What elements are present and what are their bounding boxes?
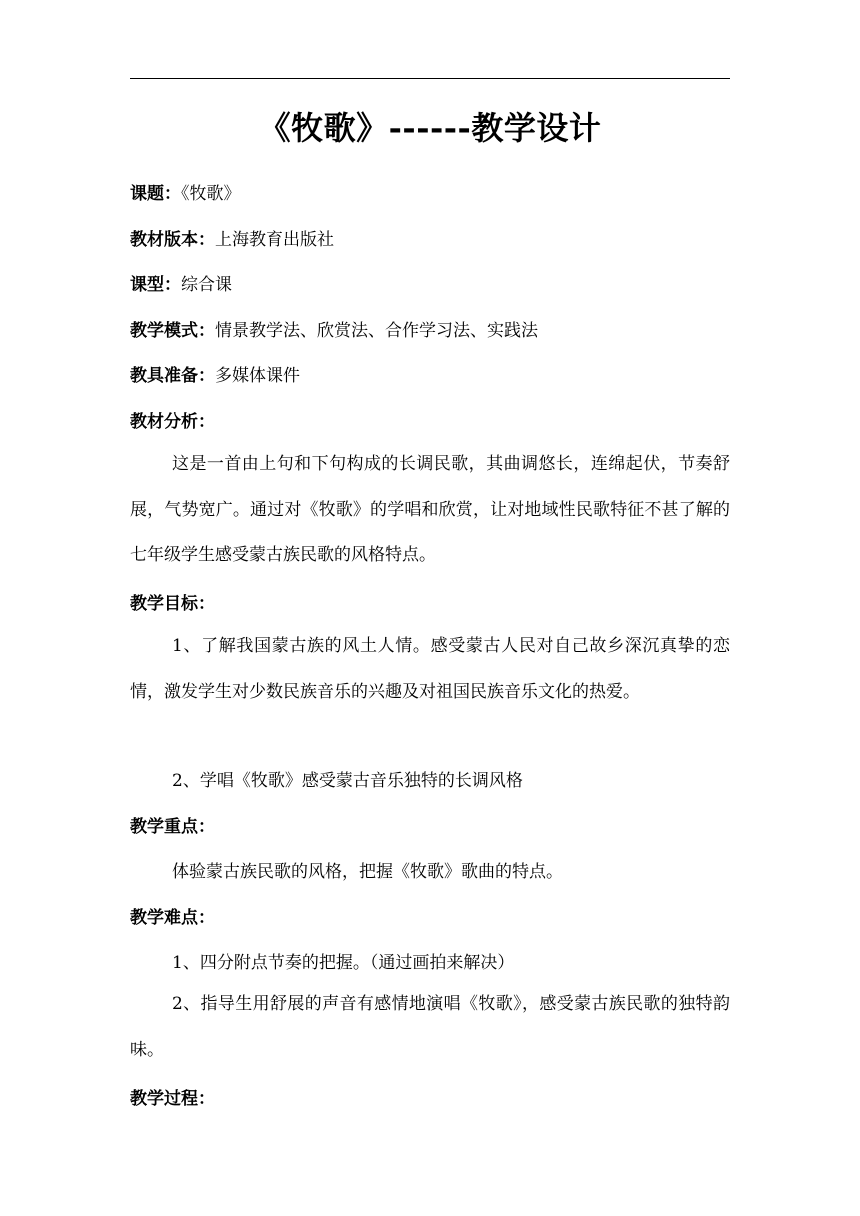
goal-item-2: 2、学唱《牧歌》感受蒙古音乐独特的长调风格	[172, 771, 523, 791]
analysis-heading: 教材分析：	[130, 412, 215, 432]
field-label: 教学模式：	[130, 321, 215, 341]
field-teaching-mode	[130, 317, 538, 345]
field-lesson-type	[130, 271, 232, 299]
goals-heading: 教学目标：	[130, 594, 215, 614]
document-title: 《牧歌》------教学设计	[258, 109, 602, 147]
field-value: 综合课	[181, 275, 232, 295]
difficulties-heading: 教学难点：	[130, 908, 215, 928]
field-topic	[130, 180, 241, 208]
field-label: 课型：	[130, 275, 181, 295]
field-value: 多媒体课件	[215, 366, 300, 386]
field-label: 教材版本：	[130, 230, 215, 250]
field-teaching-aids	[130, 362, 300, 390]
field-value: 《牧歌》	[181, 184, 241, 204]
field-textbook-version	[130, 226, 334, 254]
key-points-text: 体验蒙古族民歌的风格，把握《牧歌》歌曲的特点。	[172, 862, 563, 882]
field-value: 情景教学法、欣赏法、合作学习法、实践法	[215, 321, 538, 341]
process-heading: 教学过程：	[130, 1089, 215, 1109]
difficulty-item-2: 2、指导生用舒展的声音有感情地演唱《牧歌》，感受蒙古族民歌的独特韵味。	[130, 994, 730, 1060]
analysis-paragraph: 这是一首由上句和下句构成的长调民歌，其曲调悠长，连绵起伏，节奏舒展，气势宽广。通过对《牧歌》的学唱和欣赏，让对地域性民歌特征不甚了解的七年级学生感受蒙古族民歌的风格特点。	[130, 454, 730, 565]
difficulty-item-1: 1、四分附点节奏的把握。（通过画拍来解决）	[172, 953, 515, 973]
field-value: 上海教育出版社	[215, 230, 334, 250]
field-label: 教具准备：	[130, 366, 215, 386]
goal-item-1: 1、了解我国蒙古族的风土人情。感受蒙古人民对自己故乡深沉真挚的恋情，激发学生对少数民族音乐的兴趣及对祖国民族音乐文化的热爱。	[130, 636, 730, 702]
header-rule	[130, 78, 730, 79]
field-label: 课题：	[130, 184, 181, 204]
key-points-heading: 教学重点：	[130, 817, 215, 837]
